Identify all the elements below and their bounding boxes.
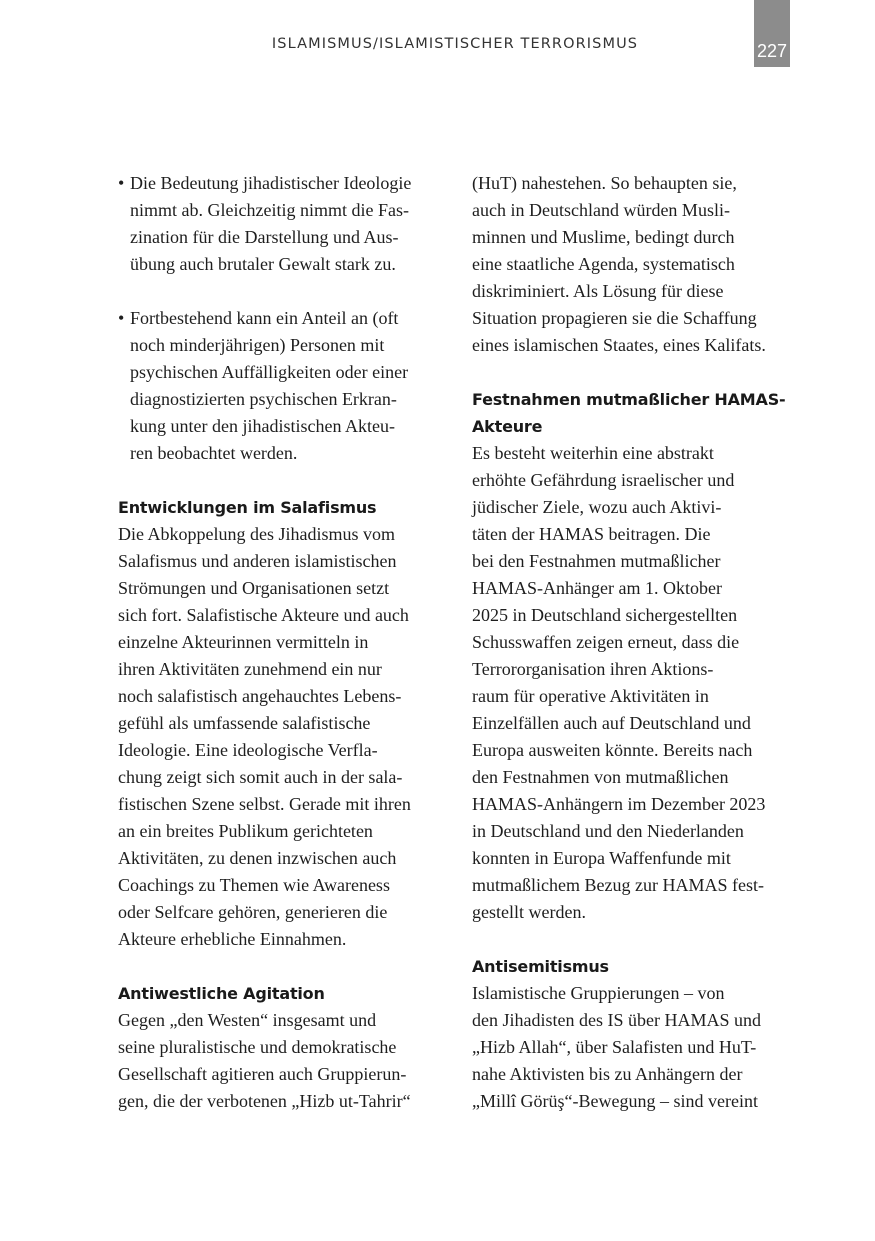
- section-heading: Festnahmen mutmaßlicher HAMAS-: [472, 390, 786, 409]
- section-salafismus: [118, 494, 448, 953]
- text-line: Europa ausweiten könnte. Bereits nach: [472, 740, 753, 760]
- text-line: eines islamischen Staates, eines Kalifats.: [472, 335, 766, 355]
- text-line: chung zeigt sich somit auch in der sala-: [118, 767, 403, 787]
- text-line: (HuT) nahestehen. So behaupten sie,: [472, 173, 737, 193]
- bullet-item: [118, 305, 448, 467]
- text-line: Salafismus und anderen islamistischen: [118, 551, 397, 571]
- text-line: Aktivitäten, zu denen inzwischen auch: [118, 848, 397, 868]
- page-number: 227: [756, 41, 788, 61]
- section-heading: Entwicklungen im Salafismus: [118, 498, 377, 517]
- text-line: bei den Festnahmen mutmaßlicher: [472, 551, 721, 571]
- text-line: fistischen Szene selbst. Gerade mit ihren: [118, 794, 411, 814]
- text-line: „Hizb Allah“, über Salafisten und HuT-: [472, 1037, 757, 1057]
- text-line: ren beobachtet werden.: [130, 443, 298, 463]
- text-line: minnen und Muslime, bedingt durch: [472, 227, 735, 247]
- text-line: Terrororganisation ihren Aktions-: [472, 659, 714, 679]
- text-line: Ideologie. Eine ideologische Verfla-: [118, 740, 378, 760]
- text-line: auch in Deutschland würden Musli-: [472, 200, 730, 220]
- text-line: eine staatliche Agenda, systematisch: [472, 254, 735, 274]
- text-line: Strömungen und Organisationen setzt: [118, 578, 390, 598]
- text-line: erhöhte Gefährdung israelischer und: [472, 470, 735, 490]
- text-line: noch minderjährigen) Personen mit: [130, 335, 385, 355]
- text-line: Gesellschaft agitieren auch Gruppierun-: [118, 1064, 407, 1084]
- text-line: an ein breites Publikum gerichteten: [118, 821, 373, 841]
- left-column: [118, 170, 448, 1115]
- text-line: den Jihadisten des IS über HAMAS und: [472, 1010, 761, 1030]
- text-line: kung unter den jihadistischen Akteu-: [130, 416, 395, 436]
- text-line: jüdischer Ziele, wozu auch Aktivi-: [472, 497, 722, 517]
- text-line: einzelne Akteurinnen vermitteln in: [118, 632, 369, 652]
- text-line: Islamistische Gruppierungen – von: [472, 983, 725, 1003]
- text-line: nimmt ab. Gleichzeitig nimmt die Fas-: [130, 200, 409, 220]
- section-antiwestliche-agitation: [118, 980, 448, 1115]
- text-line: Die Abkoppelung des Jihadismus vom: [118, 524, 395, 544]
- text-line: gefühl als umfassende salafistische: [118, 713, 371, 733]
- text-line: gen, die der verbotenen „Hizb ut-Tahrir“: [118, 1091, 411, 1111]
- page-number-tab: [754, 0, 790, 67]
- text-line: HAMAS-Anhänger am 1. Oktober: [472, 578, 722, 598]
- text-line: Es besteht weiterhin eine abstrakt: [472, 443, 714, 463]
- text-line: psychischen Auffälligkeiten oder einer: [130, 362, 409, 382]
- text-line: Einzelfällen auch auf Deutschland und: [472, 713, 751, 733]
- text-line: 2025 in Deutschland sichergestellten: [472, 605, 738, 625]
- bullet-marker: •: [118, 173, 125, 193]
- text-line: ihren Aktivitäten zunehmend ein nur: [118, 659, 382, 679]
- text-line: Situation propagieren sie die Schaffung: [472, 308, 757, 328]
- text-line: Fortbestehend kann ein Anteil an (oft: [130, 308, 399, 328]
- text-line: seine pluralistische und demokratische: [118, 1037, 397, 1057]
- text-line: noch salafistisch angehauchtes Lebens-: [118, 686, 402, 706]
- right-column: [472, 170, 794, 1115]
- text-line: HAMAS-Anhängern im Dezember 2023: [472, 794, 766, 814]
- text-line: oder Selfcare gehören, generieren die: [118, 902, 388, 922]
- text-line: mutmaßlichem Bezug zur HAMAS fest-: [472, 875, 764, 895]
- section-heading: Antisemitismus: [472, 957, 609, 976]
- text-line: Gegen „den Westen“ insgesamt und: [118, 1010, 377, 1030]
- text-line: nahe Aktivisten bis zu Anhängern der: [472, 1064, 743, 1084]
- text-line: raum für operative Aktivitäten in: [472, 686, 709, 706]
- bullet-marker: •: [118, 308, 125, 328]
- text-line: diagnostizierten psychischen Erkran-: [130, 389, 397, 409]
- section-antisemitismus: [472, 953, 794, 1115]
- text-line: übung auch brutaler Gewalt stark zu.: [130, 254, 396, 274]
- running-header-title: ISLAMISMUS/ISLAMISTISCHER TERRORISMUS: [271, 36, 639, 52]
- continued-paragraph: [472, 170, 794, 359]
- text-line: diskriminiert. Als Lösung für diese: [472, 281, 724, 301]
- text-line: „Millî Görüş“-Bewegung – sind vereint: [472, 1091, 758, 1111]
- text-line: gestellt werden.: [472, 902, 586, 922]
- text-line: Schusswaffen zeigen erneut, dass die: [472, 632, 740, 652]
- section-heading: Antiwestliche Agitation: [118, 984, 325, 1003]
- section-festnahmen-hamas: [472, 386, 794, 926]
- text-line: den Festnahmen von mutmaßlichen: [472, 767, 729, 787]
- text-line: sich fort. Salafistische Akteure und auch: [118, 605, 409, 625]
- text-line: Akteure erhebliche Einnahmen.: [118, 929, 347, 949]
- text-line: Die Bedeutung jihadistischer Ideologie: [130, 173, 412, 193]
- text-line: Coachings zu Themen wie Awareness: [118, 875, 390, 895]
- text-line: zination für die Darstellung und Aus-: [130, 227, 399, 247]
- bullet-item: [118, 170, 448, 278]
- text-line: täten der HAMAS beitragen. Die: [472, 524, 711, 544]
- text-line: in Deutschland und den Niederlanden: [472, 821, 744, 841]
- section-heading: Akteure: [472, 417, 543, 436]
- text-line: konnten in Europa Waffenfunde mit: [472, 848, 731, 868]
